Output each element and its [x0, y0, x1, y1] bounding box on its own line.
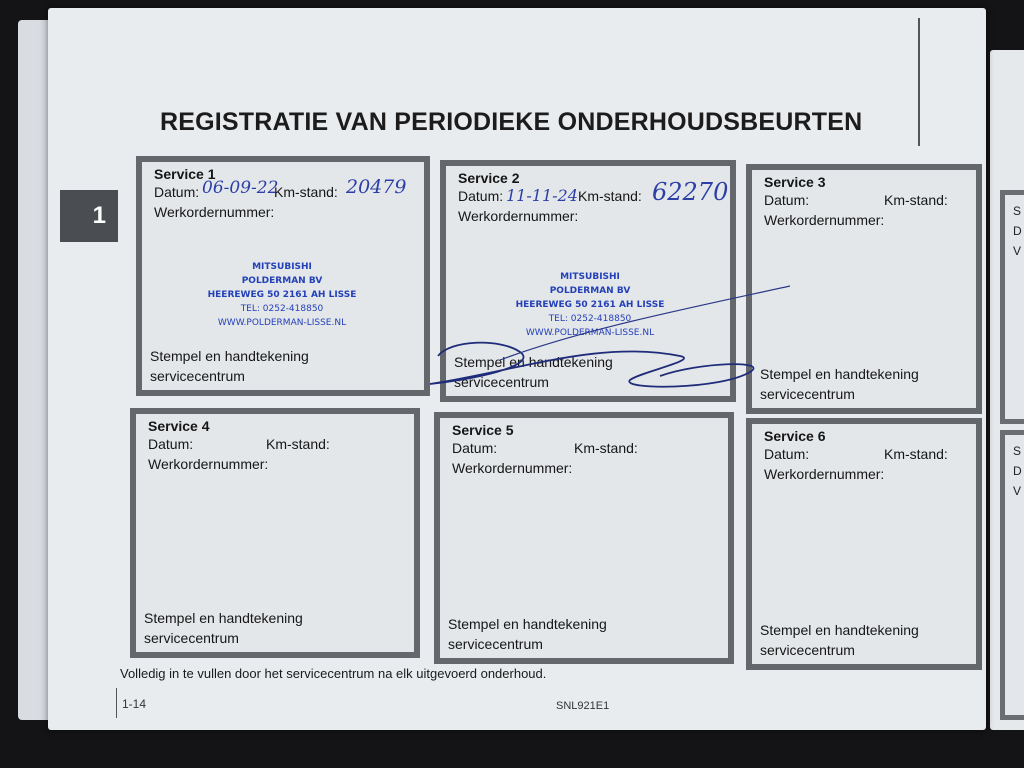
service-heading: Service 5: [452, 422, 514, 438]
datum-label: Datum:: [458, 188, 504, 204]
service-box-5: [434, 412, 734, 664]
stamp-company: POLDERMAN BV: [549, 286, 631, 296]
stamp-brand: MITSUBISHI: [560, 272, 620, 282]
service-heading: Service 4: [148, 418, 210, 434]
stamp-label: [150, 346, 400, 386]
stamp-label-line1: Stempel en handtekening: [144, 610, 303, 626]
stamp-label-line1: Stempel en handtekening: [760, 622, 919, 638]
footnote: Volledig in te vullen door het servicecentrum na elk uitgevoerd onderhoud.: [120, 666, 547, 681]
service-heading: Service 6: [764, 428, 826, 444]
stamp-label-line2: servicecentrum: [760, 386, 855, 402]
handwritten-km: 62270: [652, 178, 729, 206]
km-stand-label: Km-stand:: [884, 192, 948, 208]
km-stand-label: Km-stand:: [574, 440, 638, 456]
dealer-stamp: [490, 270, 690, 340]
stamp-label-line2: servicecentrum: [454, 374, 549, 390]
stamp-label-line1: Stempel en handtekening: [760, 366, 919, 382]
stamp-company: POLDERMAN BV: [241, 276, 323, 286]
stamp-label-line2: servicecentrum: [760, 642, 855, 658]
stamp-label-line1: Stempel en handtekening: [448, 616, 607, 632]
stamp-label-line1: Stempel en handtekening: [150, 348, 309, 364]
stamp-label-line1: Stempel en handtekening: [454, 354, 613, 370]
service-box-2: [440, 160, 736, 402]
werkorder-label: Werkordernummer:: [458, 208, 579, 224]
right-page-box: S D V: [1000, 190, 1024, 424]
stamp-label: [144, 608, 394, 648]
stamp-phone: TEL: 0252-418850: [548, 314, 632, 324]
werkorder-label: Werkordernummer:: [154, 204, 275, 220]
datum-label: Datum:: [764, 192, 810, 208]
datum-label: Datum:: [452, 440, 498, 456]
datum-label: Datum:: [154, 184, 200, 200]
service-heading: Service 1: [154, 166, 216, 182]
stamp-label: [454, 352, 704, 392]
werkorder-label: Werkordernummer:: [148, 456, 269, 472]
chapter-tab: 1: [60, 190, 118, 242]
km-stand-label: Km-stand:: [884, 446, 948, 462]
title-divider: [918, 18, 920, 146]
km-stand-label: Km-stand:: [266, 436, 330, 452]
service-box-6: [746, 418, 982, 670]
stamp-label-line2: servicecentrum: [144, 630, 239, 646]
service-box-3: [746, 164, 982, 414]
stamp-label: [760, 364, 1010, 404]
service-heading: Service 3: [764, 174, 826, 190]
datum-label: Datum:: [148, 436, 194, 452]
handwritten-date: 11-11-24: [506, 186, 578, 205]
stamp-address: HEEREWEG 50 2161 AH LISSE: [207, 290, 357, 300]
service-heading: Service 2: [458, 170, 520, 186]
document-code: SNL921E1: [556, 700, 610, 712]
stamp-address: HEEREWEG 50 2161 AH LISSE: [515, 300, 665, 310]
stamp-label: [760, 620, 1010, 660]
stamp-label-line2: servicecentrum: [150, 368, 245, 384]
service-box-4: [130, 408, 420, 658]
werkorder-label: Werkordernummer:: [764, 466, 885, 482]
stamp-phone: TEL: 0252-418850: [240, 304, 324, 314]
page-title: REGISTRATIE VAN PERIODIEKE ONDERHOUDSBEURTEN: [160, 108, 863, 136]
stamp-website: WWW.POLDERMAN-LISSE.NL: [525, 328, 655, 338]
werkorder-label: Werkordernummer:: [764, 212, 885, 228]
stamp-label-line2: servicecentrum: [448, 636, 543, 652]
datum-label: Datum:: [764, 446, 810, 462]
dealer-stamp: [182, 260, 382, 330]
werkorder-label: Werkordernummer:: [452, 460, 573, 476]
km-stand-label: Km-stand:: [578, 188, 642, 204]
service-box-1: [136, 156, 430, 396]
handwritten-km: 20479: [346, 176, 407, 198]
handwritten-date: 06-09-22: [202, 178, 279, 198]
km-stand-label: Km-stand:: [274, 184, 338, 200]
stamp-label: [448, 614, 698, 654]
right-page-box: S D V: [1000, 430, 1024, 720]
stamp-brand: MITSUBISHI: [252, 262, 312, 272]
page-number: 1-14: [122, 697, 147, 711]
page-number-divider: [116, 688, 117, 718]
stamp-website: WWW.POLDERMAN-LISSE.NL: [217, 318, 347, 328]
